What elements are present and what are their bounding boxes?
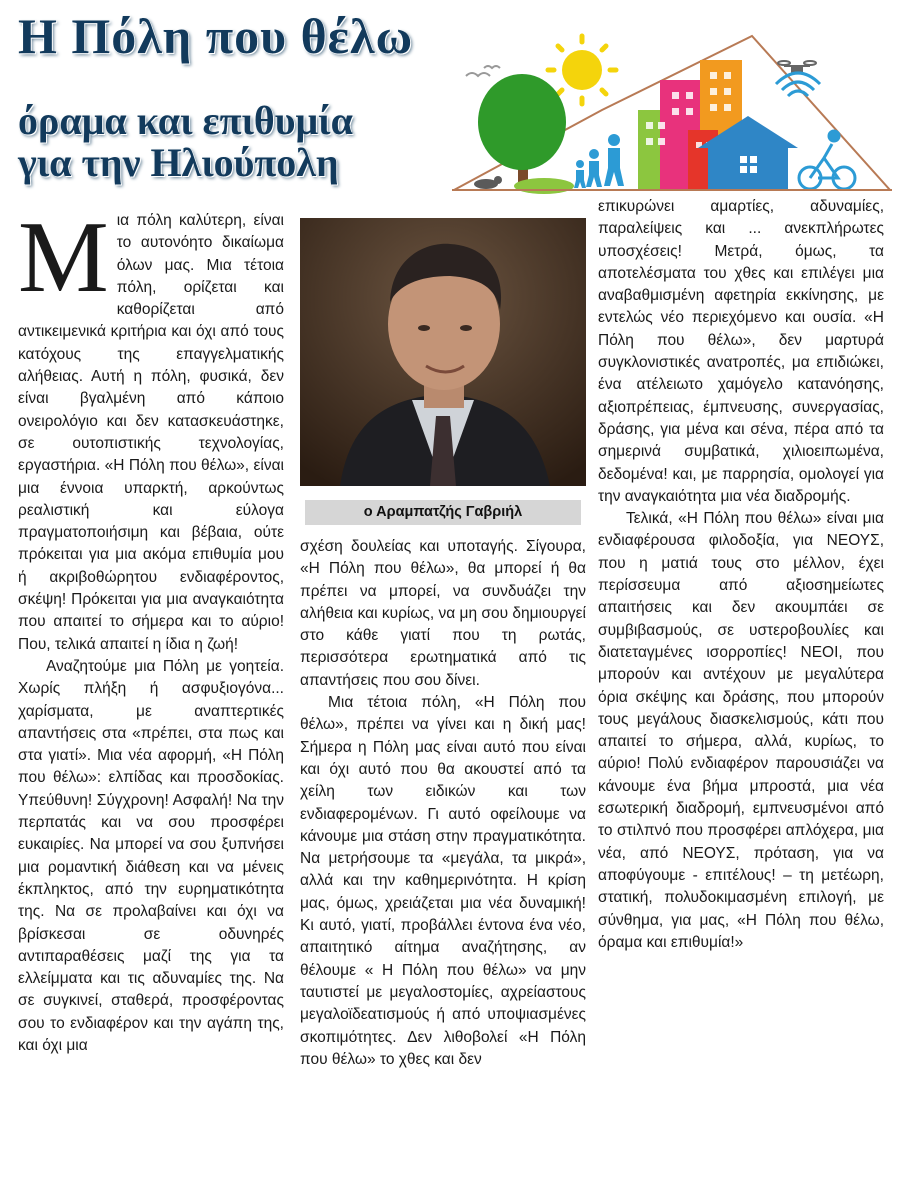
cyclist-icon — [799, 131, 855, 189]
portrait-photo-icon — [300, 218, 586, 486]
article-column-3 — [598, 196, 884, 954]
paragraph-text: ια πόλη καλύτερη, είναι το αυτονόητο δικαίωμα όλων μας. Μια τέτοια πόλη, ορίζεται και καθορίζεται από αντικειμενικά κριτήρια και όχι από τους κατόχους της επαγγελματικής αλήθειας. Αυτή η πόλη, φυσικά, δεν είναι βγαλμένη από κάποιο ονειρολόγιο και δεν κατασκευάστηκε, σε ουτοπιστικής τεχνολογίας, εργαστήρια. «Η Πόλη που θέλω», είναι μια έννοια υπαρκτή, αρκούντως ρεαλιστική και εύλογα πραγματοποιήσιμη και βέβαια, ούτε πρόκειται για μια ακόμα επιθυμία μου ή ακριβοθώρητου ενδιαφέροντος, σκέψη! Πρόκειται για μια αναγκαιότητα που απαιτεί το σήμερα και το αύριο! Που, τελικά απαιτεί η ίδια η ζωή! — [18, 212, 284, 653]
city-illustration — [452, 30, 892, 196]
sun-icon — [548, 36, 616, 104]
family-icon — [574, 134, 624, 188]
article-column-2 — [300, 536, 586, 1071]
subtitle-line-1: όραμα και επιθυμία — [18, 98, 353, 143]
article-paragraph: Τελικά, «Η Πόλη που θέλω» είναι μια ενδιαφέρουσα φιλοδοξία, για ΝΕΟΥΣ, που η ματιά τους στο μέλλον, έχει περίσσευμα από αξιοσημείωτες απαιτήσεις και δεν ακουμπάει σε συμβιβασμούς, σε υστεροβουλίες και διατεταγμένες ισορροπίες! ΝΕΟΙ, που μπορούν και αντέχουν με μεγαλύτερα όρια σκέψης και δράσης, που μπορούν τους μεγάλους διασκελισμούς, κάτι που απαιτεί το σήμερα, αλλά, κυρίως, το αύριο! Πολύ ενδιαφέρον παρουσιάζει να κάνουμε ένα βήμα μπροστά, μια νέα εσωτερική διαδρομή, εμπνευσμένοι από το στιλπνό που προσφέρει απλόχερα, μια νέα, από ΝΕΟΥΣ, πρόταση, για να αποφύγουμε - επιτέλους! – τη μετέωρη, στατική, πολυδοκιμασμένη επιλογή, με σύνθημα, για μας, «Η Πόλη που θέλω, όραμα και επιθυμία!» — [598, 510, 884, 951]
wifi-icon — [776, 73, 820, 96]
subtitle-line-2: για την Ηλιούπολη — [18, 140, 339, 185]
photo-caption: ο Αραμπατζής Γαβριήλ — [305, 500, 581, 525]
birds-icon — [466, 66, 500, 76]
portrait-photo — [300, 218, 586, 486]
article-column-1 — [18, 201, 284, 1057]
article-paragraph — [18, 201, 284, 656]
article-paragraph: επικυρώνει αμαρτίες, αδυναμίες, παραλείψεις και ... ανεκπλήρωτες υποσχέσεις! Μετρά, όμως, τα αποτελέσματα του χθες και επιλέγει μια αναβαθμισμένη αφετηρία εκκίνησης, με εντελώς νέο περιεχόμενο και ουσία. «Η Πόλη που θέλω», δεν μαρτυρά συγκλονιστικές ανατροπές, μα επιδιώκει, ένα ατέλειωτο χαμόγελο κατανόησης, αξιοπρέπειας, έμπνευσης, συνεργασίας, δράσης, για μένα και σένα, πέρα από τα σημερινά συμβατικά, χιλιοειπωμένα, δεδομένα! και, με παρρησία, ομολογεί για την αναγκαιότητα μια νέα διαδρομής. — [598, 198, 884, 505]
page-title: Η Πόλη που θέλω — [18, 8, 414, 64]
article-paragraph: Μια τέτοια πόλη, «Η Πόλη που θέλω», πρέπει να γίνει και η δική μας! Σήμερα η Πόλη μας είναι αυτό που είναι και όχι αυτό που θα ακουστεί από τα χείλη των ειδικών και των ενδιαφερομένων. Γι αυτό οφείλουμε να κάνουμε μια στάση στην πραγματικότητα. Να μετρήσουμε τα «μεγάλα, τα μικρά», αλλά και την καθημερινότητα. Η κρίση μας, όμως, χρειάζεται μια νέα δυναμική! Κι αυτό, γιατί, προβάλλει έντονα ένα νέο, απαιτητικό αίτημα αναζήτησης, αν θέλουμε « Η Πόλη που θέλω» να μην ταυτιστεί με μεγαλοστομίες, αχρείαστους μεγαλοϊδεατισμούς ή από υποψιασμένες σκοπιμότητες. Δεν λιθοβολεί «Η Πόλη που θέλω» το χθες και δεν — [300, 694, 586, 1068]
article-paragraph: Αναζητούμε μια Πόλη με γοητεία. Χωρίς πλήξη ή ασφυξιογόνα... χαρίσματα, με αναπτερτικές απαντήσεις στα «πρέπει, στα πως και στα γιατί». Μια νέα αφορμή, «Η Πόλη που θέλω»: ελπίδας και προσδοκίας. Υπεύθυνη! Σύγχρονη! Ασφαλή! Να την περπατάς και να σου προσφέρει ευκαιρίες. Να μπορεί να σου ξυπνήσει μια ρομαντική διάθεση και να μένεις έκπληκτος, από την ευρηματικότητα της. Να σε προλαβαίνει και όχι να βρίσκεσαι σε οδυνηρές αντιπαραθέσεις μαζί της για τα ελλείμματα και τις αδυναμίες της. Να σε συγκινεί, σταθερά, προσφέροντας σου το ενδιαφέρον και την αγάπη της, και όχι μια — [18, 657, 284, 1054]
tree-icon — [478, 74, 566, 185]
drop-cap: Μ — [18, 201, 109, 314]
page-subtitle — [18, 100, 488, 184]
bush — [514, 178, 574, 194]
article-paragraph: σχέση δουλείας και υποταγής. Σίγουρα, «Η Πόλη που θέλω», θα μπορεί ή θα πρέπει να μπορεί, να συνδυάζει την αλήθεια και κυρίως, να μη σου δημιουργεί στο κάθε γιατί που τη ρωτάς, περισσότερα ερωτηματικά από τις απαντήσεις που σου δίνει. — [300, 538, 587, 689]
